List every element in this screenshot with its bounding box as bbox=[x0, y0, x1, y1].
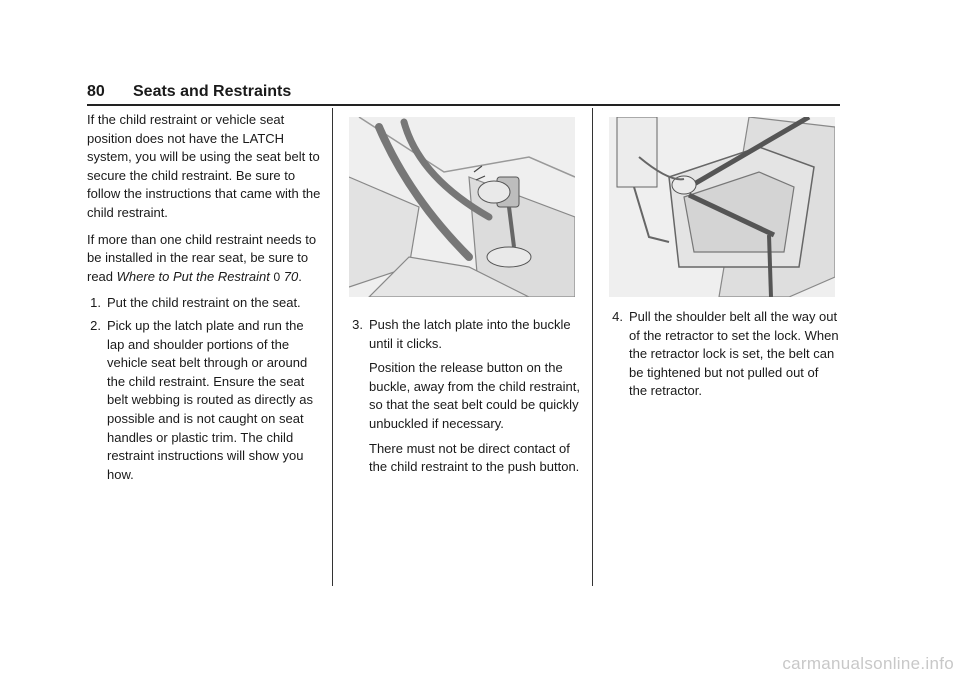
page-ref-arrow-icon: 0 bbox=[273, 269, 281, 284]
step-4 bbox=[609, 308, 839, 401]
step-number: 3. bbox=[352, 317, 363, 332]
period: . bbox=[298, 268, 302, 284]
page-ref-number[interactable]: 70 bbox=[283, 268, 299, 284]
buckle-drawing-icon bbox=[349, 117, 575, 297]
step-3 bbox=[349, 316, 584, 353]
shoulder-belt-illustration bbox=[609, 117, 835, 297]
step-text: Push the latch plate into the buckle until it clicks. bbox=[369, 317, 571, 351]
column-2 bbox=[349, 316, 584, 477]
release-button-note: Position the release button on the buckle, away from the child restraint, so that the seat belt could be quickly unbuckled if necessary. bbox=[369, 360, 580, 431]
intro-paragraph: If the child restraint or vehicle seat position does not have the LATCH system, you will be using the seat belt to secure the child restraint. Be sure to follow the instructions that came with the child restraint. bbox=[87, 112, 321, 220]
step-text: Pick up the latch plate and run the lap and shoulder portions of the vehicle seat belt through or around the child restraint. Ensure the seat belt webbing is routed as directly as possible and is not caught on seat handles or plastic trim. The child restraint instructions will show you how. bbox=[107, 317, 313, 482]
step-2 bbox=[87, 317, 323, 484]
column-divider-2 bbox=[592, 108, 593, 586]
page-header bbox=[87, 83, 840, 103]
push-button-note: There must not be direct contact of the child restraint to the push button. bbox=[369, 440, 580, 475]
step-text: Pull the shoulder belt all the way out of the retractor to set the lock. When the retractor lock is set, the belt can be tightened but not pulled out of the retractor. bbox=[629, 309, 839, 399]
column-3 bbox=[609, 308, 839, 405]
page-number: 80 bbox=[87, 83, 105, 100]
where-to-put-restraint-link[interactable]: Where to Put the Restraint bbox=[116, 268, 270, 284]
step-1 bbox=[87, 294, 323, 313]
step-number: 1. bbox=[90, 295, 101, 311]
shoulder-belt-drawing-icon bbox=[609, 117, 835, 297]
column-1 bbox=[87, 111, 323, 488]
rear-seat-text: If more than one child restraint needs to be installed in the rear seat, be sure to read bbox=[87, 231, 317, 284]
column-divider-1 bbox=[332, 108, 333, 586]
step-number: 2. bbox=[90, 317, 101, 333]
watermark: carmanualsonline.info bbox=[782, 654, 954, 673]
step-text: Put the child restraint on the seat. bbox=[107, 295, 301, 311]
rear-seat-paragraph bbox=[87, 231, 323, 287]
header-rule bbox=[87, 104, 840, 106]
section-title: Seats and Restraints bbox=[133, 83, 292, 100]
buckle-illustration bbox=[349, 117, 575, 297]
step-number: 4. bbox=[612, 309, 623, 324]
